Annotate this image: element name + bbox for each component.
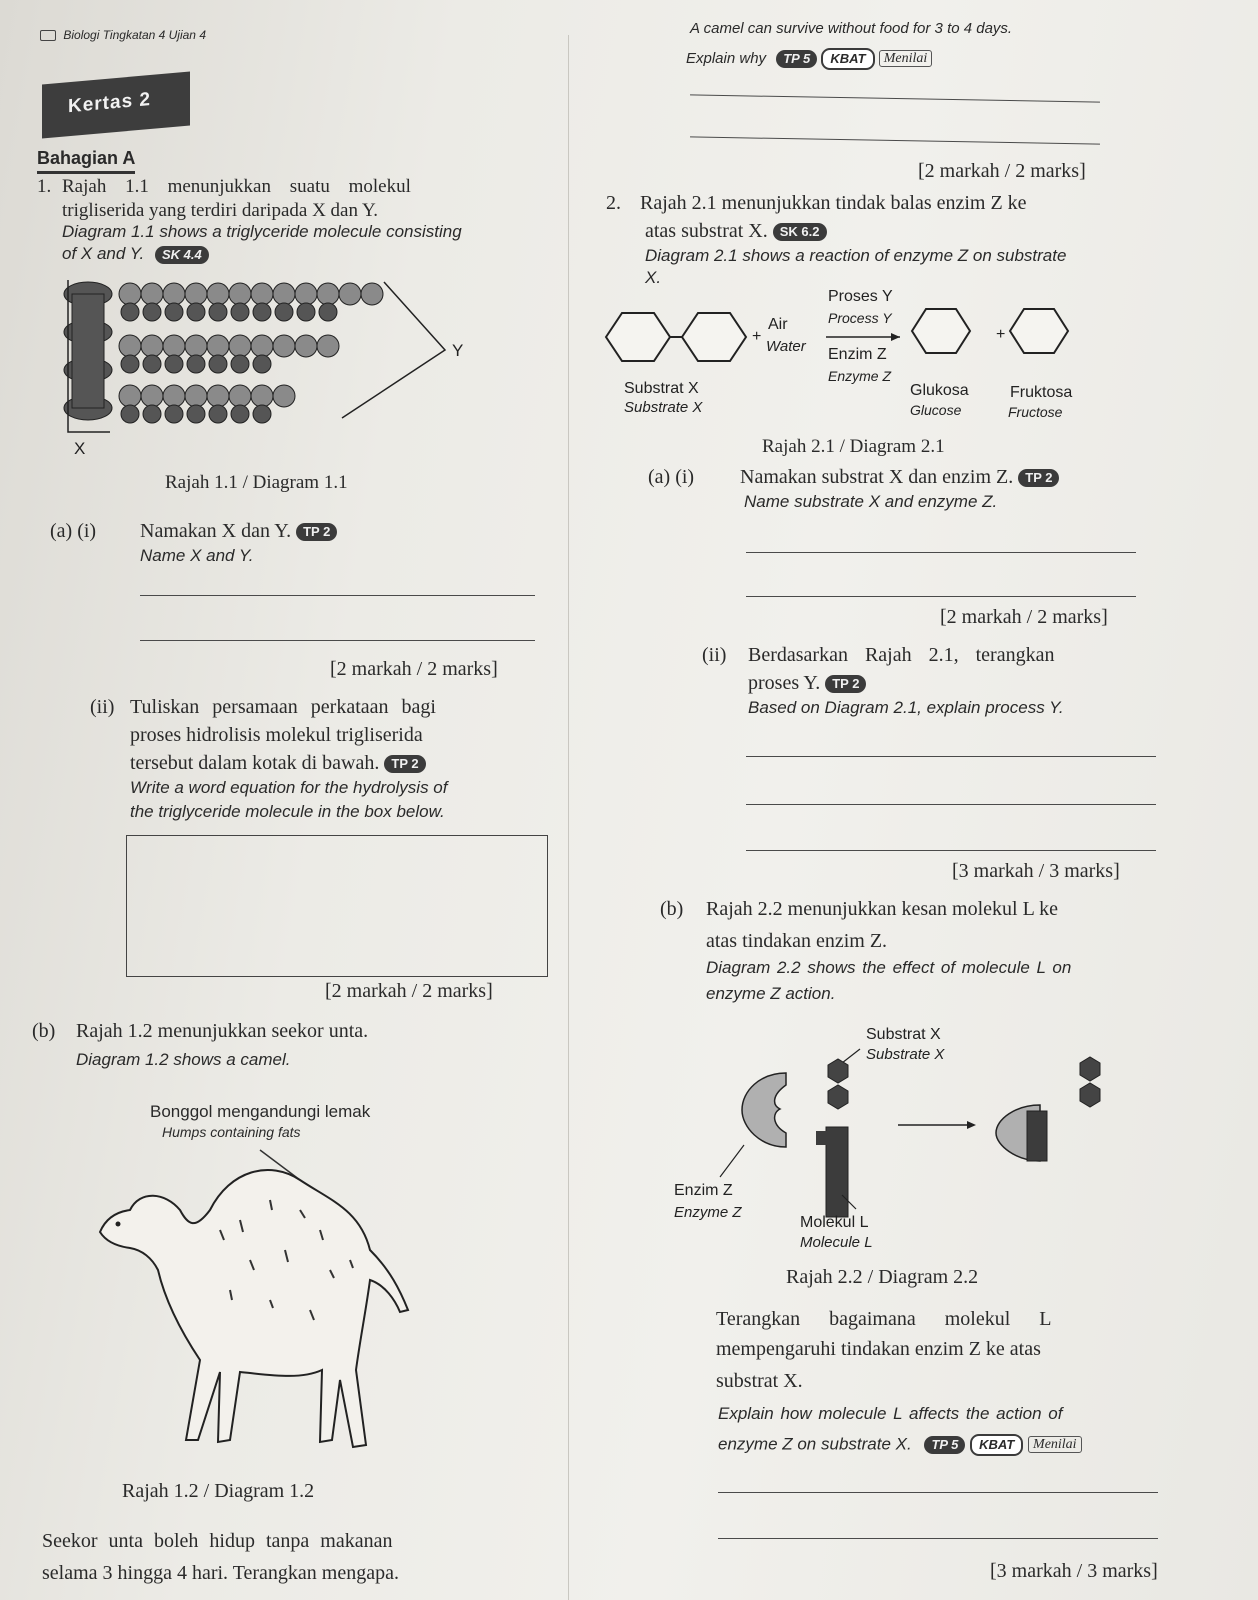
answer-box[interactable] (126, 835, 548, 977)
d22-enzim-label: Enzim Z (674, 1182, 733, 1199)
q2-a-ii-marks: [3 markah / 3 marks] (952, 860, 1120, 882)
d22-molecule-label: Molecule L (800, 1234, 873, 1251)
answer-line[interactable] (718, 1538, 1158, 1539)
answer-line[interactable] (690, 94, 1100, 102)
fruktosa-label: Fruktosa (1010, 384, 1073, 401)
answer-line[interactable] (690, 136, 1100, 144)
q2-a-ii-ms-2: proses Y. TP 2 (748, 672, 866, 695)
substrate-label: Substrate X (624, 399, 703, 416)
q2-b-question-en-2: enzyme Z on substrate X. TP 5 KBAT Menilai (718, 1434, 1082, 1456)
answer-line[interactable] (140, 640, 535, 641)
q2-a-ii-label: (ii) (702, 644, 727, 666)
answer-line[interactable] (746, 596, 1136, 597)
q1-b-label: (b) (32, 1020, 56, 1042)
answer-line[interactable] (140, 595, 535, 596)
camel-illustration (70, 1140, 430, 1470)
molecule-l-bound (1027, 1111, 1047, 1161)
q1-a-ii-label: (ii) (90, 696, 115, 718)
q2-a-i-label: (a) (i) (648, 466, 695, 488)
book-header: Biologi Tingkatan 4 Ujian 4 (40, 28, 206, 42)
q1-number: 1. (37, 176, 52, 197)
q2-b-en-2: enzyme Z action. (706, 984, 836, 1003)
d22-molekul-label: Molekul L (800, 1214, 869, 1231)
enzyme-z-shape (742, 1073, 786, 1147)
d22-substrat-label: Substrat X (866, 1026, 941, 1043)
q2-intro-en-2: X. (645, 268, 662, 287)
kbat-badge: KBAT (821, 48, 874, 70)
q1-a-ii-en-1: Write a word equation for the hydrolysis of (130, 778, 448, 797)
q1-a-ii-en-2: the triglyceride molecule in the box below. (130, 802, 445, 821)
q2-a-ii-en: Based on Diagram 2.1, explain process Y. (748, 698, 1064, 717)
kbat-badge: KBAT (970, 1434, 1023, 1456)
column-divider (568, 35, 569, 1600)
q1-b-marks: [2 markah / 2 marks] (918, 160, 1086, 182)
substrate-hexagon (606, 313, 670, 361)
tp-badge: TP 2 (1018, 469, 1059, 487)
q2-intro-ms-1: Rajah 2.1 menunjukkan tindak balas enzim Z ke (640, 192, 1027, 214)
substrate-molecule (1080, 1057, 1100, 1081)
enzim-label: Enzim Z (828, 346, 887, 363)
answer-line[interactable] (718, 1492, 1158, 1493)
q2-intro-en-1: Diagram 2.1 shows a reaction of enzyme Z on substrate (645, 246, 1067, 265)
hump-label-en: Humps containing fats (162, 1124, 301, 1140)
triglyceride-diagram (60, 272, 480, 457)
process-label: Process Y (828, 310, 892, 326)
q1-a-ii-marks: [2 markah / 2 marks] (325, 980, 493, 1002)
substrate-molecule (828, 1085, 848, 1109)
caption-diagram-2-2: Rajah 2.2 / Diagram 2.2 (786, 1266, 979, 1288)
d22-substrate-label: Substrate X (866, 1046, 945, 1063)
q2-a-i-marks: [2 markah / 2 marks] (940, 606, 1108, 628)
q1-intro-ms-1: Rajah 1.1 menunjukkan suatu molekul (62, 176, 411, 197)
q1-a-ii-ms-1: Tuliskan persamaan perkataan bagi (130, 696, 436, 718)
label-x: X (74, 439, 86, 458)
q1-b-question-ms-2: selama 3 hingga 4 hari. Terangkan mengapa. (42, 1562, 399, 1584)
paper-banner: Kertas 2 (42, 72, 190, 139)
menilai-label: Menilai (879, 50, 933, 67)
label-y: Y (452, 341, 464, 360)
answer-line[interactable] (746, 756, 1156, 757)
q1-b-ms: Rajah 1.2 menunjukkan seekor unta. (76, 1020, 369, 1042)
q1-a-i-label: (a) (i) (50, 520, 97, 542)
q1-a-ii-ms-3: tersebut dalam kotak di bawah. TP 2 (130, 752, 426, 775)
q1-a-i-question: Namakan X dan Y. TP 2 (140, 520, 337, 543)
q2-b-en-1: Diagram 2.2 shows the effect of molecule L on (706, 958, 1072, 977)
air-label: Air (768, 316, 788, 333)
molecule-l-shape (826, 1127, 848, 1217)
svg-text:+: + (996, 326, 1006, 343)
section-title: Bahagian A (37, 148, 135, 174)
fructose-hexagon (1010, 309, 1068, 353)
sk-badge: SK 6.2 (773, 223, 827, 241)
q1-a-ii-ms-2: proses hidrolisis molekul trigliserida (130, 724, 423, 746)
q2-number: 2. (606, 192, 621, 214)
q2-intro-ms-2: atas substrat X. SK 6.2 (645, 220, 827, 243)
q1-intro-en-1: Diagram 1.1 shows a triglyceride molecule consisting (62, 222, 462, 241)
q2-b-marks: [3 markah / 3 marks] (990, 1560, 1158, 1582)
q1-b-en: Diagram 1.2 shows a camel. (76, 1050, 291, 1069)
substrate-molecule (1080, 1083, 1100, 1107)
glucose-hexagon (912, 309, 970, 353)
glukosa-label: Glukosa (910, 382, 969, 399)
q2-a-i-en: Name substrate X and enzyme Z. (744, 492, 998, 511)
q2-b-question-ms-2: mempengaruhi tindakan enzim Z ke atas (716, 1338, 1041, 1360)
q1-intro-ms-2: trigliserida yang terdiri daripada X dan Y. (62, 200, 379, 221)
q2-b-question-ms-3: substrat X. (716, 1370, 803, 1392)
enzyme-reaction-diagram (600, 285, 1120, 430)
q2-b-ms-2: atas tindakan enzim Z. (706, 930, 888, 952)
tp-badge: TP 5 (924, 1436, 965, 1454)
answer-line[interactable] (746, 850, 1156, 851)
q2-b-question-en-1: Explain how molecule L affects the action of (718, 1404, 1063, 1423)
q1-a-i-en: Name X and Y. (140, 546, 254, 565)
q2-a-i-question: Namakan substrat X dan enzim Z. TP 2 (740, 466, 1059, 489)
q1-a-i-marks: [2 markah / 2 marks] (330, 658, 498, 680)
q2-b-label: (b) (660, 898, 684, 920)
svg-text:+: + (752, 328, 762, 345)
water-label: Water (766, 338, 806, 355)
answer-line[interactable] (746, 804, 1156, 805)
glucose-label: Glucose (910, 402, 962, 418)
caption-diagram-2-1: Rajah 2.1 / Diagram 2.1 (762, 436, 945, 457)
tp-badge: TP 5 (776, 50, 817, 68)
q1-b-question-en-2: Explain why TP 5 KBAT Menilai (686, 48, 932, 70)
caption-diagram-1-1: Rajah 1.1 / Diagram 1.1 (165, 472, 348, 493)
answer-line[interactable] (746, 552, 1136, 553)
menilai-label: Menilai (1028, 1436, 1082, 1453)
hump-label-ms: Bonggol mengandungi lemak (150, 1102, 371, 1121)
q1-b-question-en: A camel can survive without food for 3 to 4 days. (690, 20, 1013, 37)
substrate-molecule (828, 1059, 848, 1083)
tp-badge: TP 2 (825, 675, 866, 693)
sk-badge: SK 4.4 (155, 246, 209, 264)
substrat-label: Substrat X (624, 380, 699, 397)
q2-b-question-ms-1: Terangkan bagaimana molekul L (716, 1308, 1052, 1330)
inhibition-diagram (674, 1015, 1140, 1255)
q1-b-question-ms-1: Seekor unta boleh hidup tanpa makanan (42, 1530, 393, 1552)
enzyme-label: Enzyme Z (828, 368, 892, 384)
tp-badge: TP 2 (296, 523, 337, 541)
caption-diagram-1-2: Rajah 1.2 / Diagram 1.2 (122, 1480, 315, 1502)
q2-b-ms-1: Rajah 2.2 menunjukkan kesan molekul L ke (706, 898, 1058, 920)
book-icon (40, 30, 56, 41)
proses-label: Proses Y (828, 288, 893, 305)
d22-enzyme-label: Enzyme Z (674, 1204, 742, 1221)
substrate-hexagon (682, 313, 746, 361)
fructose-label: Fructose (1008, 404, 1063, 420)
q1-intro-en-2: of X and Y. SK 4.4 (62, 244, 209, 264)
tp-badge: TP 2 (384, 755, 425, 773)
q2-a-ii-ms-1: Berdasarkan Rajah 2.1, terangkan (748, 644, 1055, 666)
